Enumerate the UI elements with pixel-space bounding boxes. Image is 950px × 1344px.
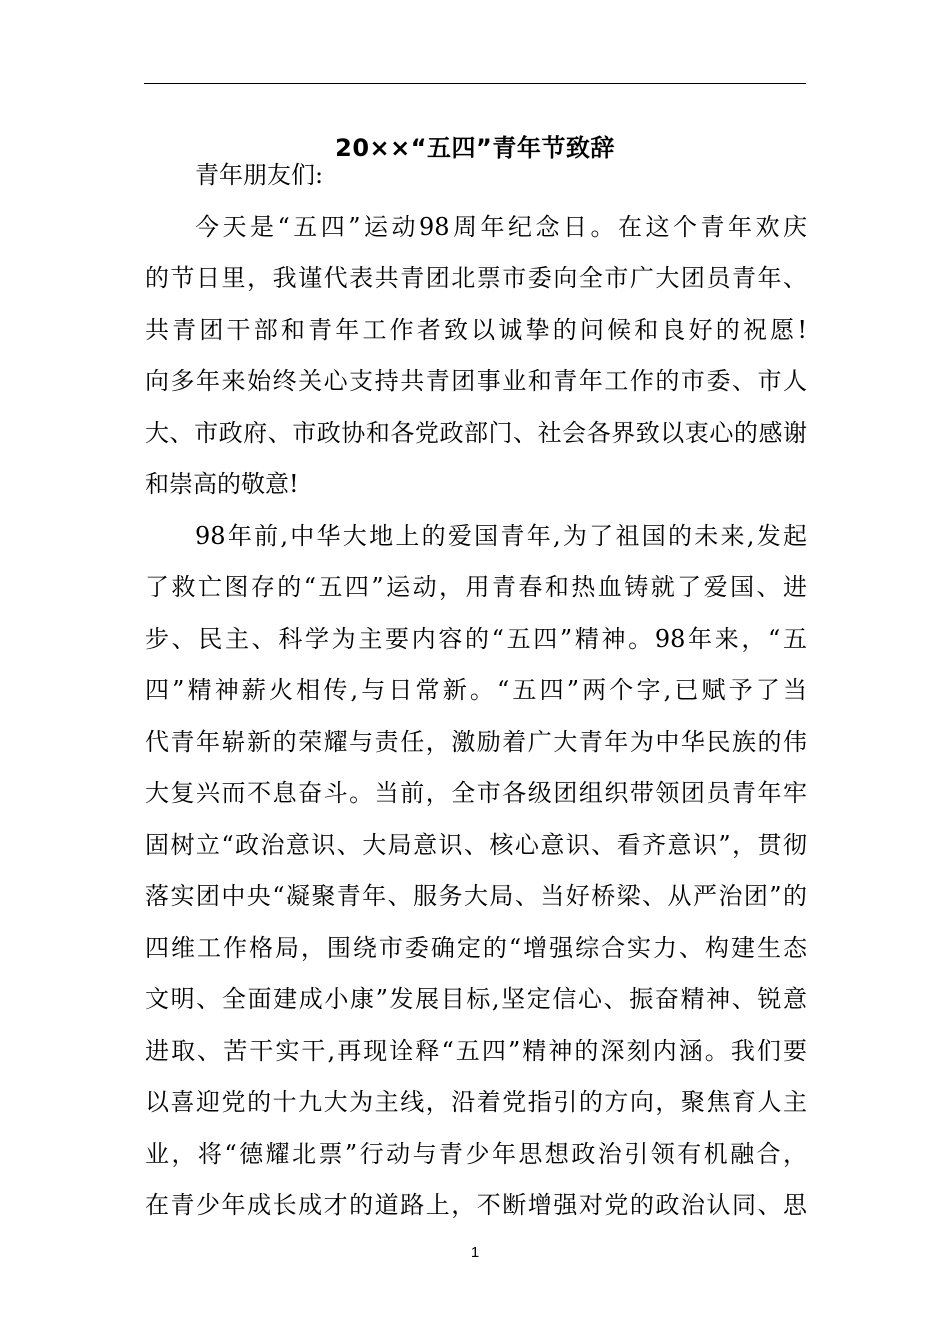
paragraph-2-line: 文明、全面建成小康”发展目标,坚定信心、振奋精神、锐意 [145, 985, 807, 1013]
greeting: 青年朋友们: [195, 161, 324, 189]
paragraph-2-line: 业，将“德耀北票”行动与青少年思想政治引领有机融合， [145, 1139, 807, 1168]
paragraph-1-line: 大、市政府、市政协和各党政部门、社会各界致以衷心的感谢 [145, 418, 807, 447]
paragraph-2-line: 四”精神薪火相传,与日常新。“五四”两个字,已赋予了当 [145, 676, 807, 704]
paragraph-2-line: 大复兴而不息奋斗。当前，全市各级团组织带领团员青年牢 [145, 779, 807, 807]
paragraph-2-line: 进取、苦干实干,再现诠释“五四”精神的深刻内涵。我们要 [145, 1036, 807, 1065]
paragraph-2-line: 步、民主、科学为主要内容的“五四”精神。98年来，“五 [145, 624, 807, 653]
document-title: 20××“五四”青年节致辞 [335, 134, 615, 162]
paragraph-1-line: 今天是“五四”运动98周年纪念日。在这个青年欢庆 [195, 212, 807, 241]
paragraph-2-line: 以喜迎党的十九大为主线，沿着党指引的方向，聚焦育人主 [145, 1088, 807, 1116]
paragraph-2-line: 在青少年成长成才的道路上，不断增强对党的政治认同、思 [145, 1191, 807, 1219]
paragraph-2-line: 固树立“政治意识、大局意识、核心意识、看齐意识”，贯彻 [145, 830, 807, 859]
paragraph-1-line: 共青团干部和青年工作者致以诚挚的问候和良好的祝愿! [145, 315, 807, 344]
page-number: 1 [470, 1244, 480, 1261]
paragraph-2-line: 了救亡图存的“五四”运动，用青春和热血铸就了爱国、进 [145, 573, 807, 601]
paragraph-1-line: 向多年来始终关心支持共青团事业和青年工作的市委、市人 [145, 367, 807, 395]
paragraph-2-line: 落实团中央“凝聚青年、服务大局、当好桥梁、从严治团”的 [145, 882, 807, 910]
paragraph-2-line: 四维工作格局，围绕市委确定的“增强综合实力、构建生态 [145, 933, 807, 962]
header-rule [144, 83, 806, 84]
paragraph-2-line: 代青年崭新的荣耀与责任，激励着广大青年为中华民族的伟 [145, 727, 807, 756]
paragraph-1-line: 的节日里，我谨代表共青团北票市委向全市广大团员青年、 [145, 264, 807, 292]
paragraph-1-line: 和崇高的敬意! [145, 470, 299, 498]
paragraph-2-line: 98年前,中华大地上的爱国青年,为了祖国的未来,发起 [195, 521, 807, 550]
document-body [145, 150, 807, 1232]
